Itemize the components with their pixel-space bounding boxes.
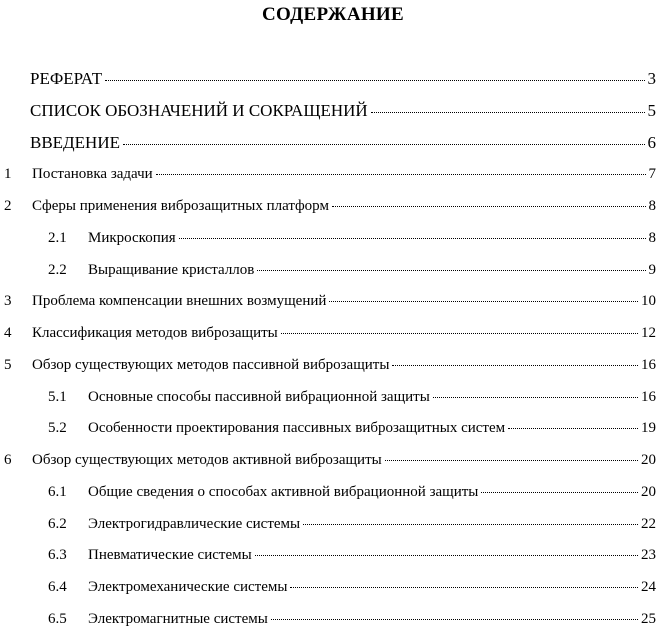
- toc-entry-number: 5.2: [48, 420, 67, 436]
- leader-dots: [281, 332, 638, 334]
- leader-dots: [481, 491, 638, 493]
- toc-entry-label: Пневматические системы: [88, 547, 252, 563]
- toc-entry-5[interactable]: [0, 357, 666, 374]
- toc-entry-page: 20: [641, 484, 656, 500]
- toc-entry-label: ВВЕДЕНИЕ: [30, 133, 120, 152]
- toc-entry-label: Классификация методов виброзащиты: [32, 325, 278, 341]
- toc-entry-page: 8: [648, 198, 656, 214]
- leader-dots: [508, 427, 638, 429]
- toc-entry-1[interactable]: [0, 166, 666, 183]
- leader-dots: [271, 618, 638, 620]
- toc-entry-page: 22: [641, 516, 656, 532]
- toc-entry-page: 24: [641, 579, 656, 595]
- toc-entry-6-3[interactable]: [0, 547, 666, 564]
- leader-dots: [255, 554, 638, 556]
- toc-entry-number: 3: [4, 293, 12, 309]
- leader-dots: [257, 269, 645, 271]
- toc-entry-label: Общие сведения о способах активной вибрационной защиты: [88, 484, 479, 500]
- toc-entry-number: 6.3: [48, 547, 67, 563]
- toc-entry-number: 5.1: [48, 389, 67, 405]
- toc-entry-page: 25: [641, 611, 656, 627]
- toc-entry-6-5[interactable]: [0, 611, 666, 628]
- toc-entry-number: 1: [4, 166, 12, 182]
- leader-dots: [433, 396, 638, 398]
- toc-entry-page: 9: [648, 262, 656, 278]
- toc-entry-2-1[interactable]: [0, 230, 666, 247]
- toc-entry-6-4[interactable]: [0, 579, 666, 596]
- toc-entry-page: 16: [641, 357, 656, 373]
- toc-entry-page: 20: [641, 452, 656, 468]
- toc-entry-page: 8: [648, 230, 656, 246]
- leader-dots: [332, 205, 646, 207]
- toc-entry-6-2[interactable]: [0, 516, 666, 533]
- leader-dots: [392, 364, 638, 366]
- toc-entry-6[interactable]: [0, 452, 666, 469]
- toc-entry-label: РЕФЕРАТ: [30, 69, 103, 88]
- toc-entry-page: 23: [641, 547, 656, 563]
- toc-entry-page: 12: [641, 325, 656, 341]
- toc-entry-label: СПИСОК ОБОЗНАЧЕНИЙ И СОКРАЩЕНИЙ: [30, 101, 368, 120]
- toc-entry-page: 6: [647, 133, 656, 152]
- toc-entry-6-1[interactable]: [0, 484, 666, 501]
- toc-entry-label: Проблема компенсации внешних возмущений: [32, 293, 327, 309]
- toc-entry-number: 6: [4, 452, 12, 468]
- toc-entry-label: Обзор существующих методов активной виброзащиты: [32, 452, 382, 468]
- leader-dots: [329, 300, 638, 302]
- toc-entry-5-2[interactable]: [0, 420, 666, 437]
- toc-entry-label: Электромеханические системы: [88, 579, 288, 595]
- toc-entry-abbreviations[interactable]: [0, 101, 666, 121]
- leader-dots: [385, 459, 638, 461]
- toc-entry-number: 4: [4, 325, 12, 341]
- toc-entry-label: Электрогидравлические системы: [88, 516, 301, 532]
- toc-entry-page: 10: [641, 293, 656, 309]
- toc-entry-number: 5: [4, 357, 12, 373]
- toc-entry-number: 6.5: [48, 611, 67, 627]
- toc-entry-5-1[interactable]: [0, 389, 666, 406]
- toc-entry-label: Сферы применения виброзащитных платформ: [32, 198, 329, 214]
- toc-entry-page: 5: [647, 101, 656, 120]
- leader-dots: [123, 143, 645, 145]
- toc-entry-introduction[interactable]: [0, 133, 666, 153]
- toc-entry-label: Основные способы пассивной вибрационной защиты: [88, 389, 430, 405]
- page-title: СОДЕРЖАНИЕ: [262, 4, 404, 25]
- toc-entry-number: 6.4: [48, 579, 67, 595]
- toc-entry-number: 2: [4, 198, 12, 214]
- toc-entry-number: 2.2: [48, 262, 67, 278]
- toc-entry-page: 19: [641, 420, 656, 436]
- toc-entry-label: Выращивание кристаллов: [88, 262, 255, 278]
- toc-entry-label: Обзор существующих методов пассивной виброзащиты: [32, 357, 390, 373]
- toc-entry-abstract[interactable]: [0, 69, 666, 89]
- toc-entry-2[interactable]: [0, 198, 666, 215]
- toc-entry-label: Постановка задачи: [32, 166, 153, 182]
- toc-entry-label: Микроскопия: [88, 230, 176, 246]
- toc-entry-number: 6.2: [48, 516, 67, 532]
- toc-entry-label: Особенности проектирования пассивных виброзащитных систем: [88, 420, 506, 436]
- toc-entry-label: Электромагнитные системы: [88, 611, 268, 627]
- leader-dots: [371, 111, 645, 113]
- toc-entry-number: 6.1: [48, 484, 67, 500]
- leader-dots: [179, 237, 646, 239]
- toc-entry-number: 2.1: [48, 230, 67, 246]
- toc-entry-page: 16: [641, 389, 656, 405]
- toc-entry-3[interactable]: [0, 293, 666, 310]
- toc-entry-page: 7: [648, 166, 656, 182]
- toc-entry-2-2[interactable]: [0, 262, 666, 279]
- leader-dots: [156, 173, 646, 175]
- leader-dots: [303, 523, 638, 525]
- toc-entry-page: 3: [647, 69, 656, 88]
- leader-dots: [105, 79, 644, 81]
- toc-entry-4[interactable]: [0, 325, 666, 342]
- leader-dots: [290, 586, 638, 588]
